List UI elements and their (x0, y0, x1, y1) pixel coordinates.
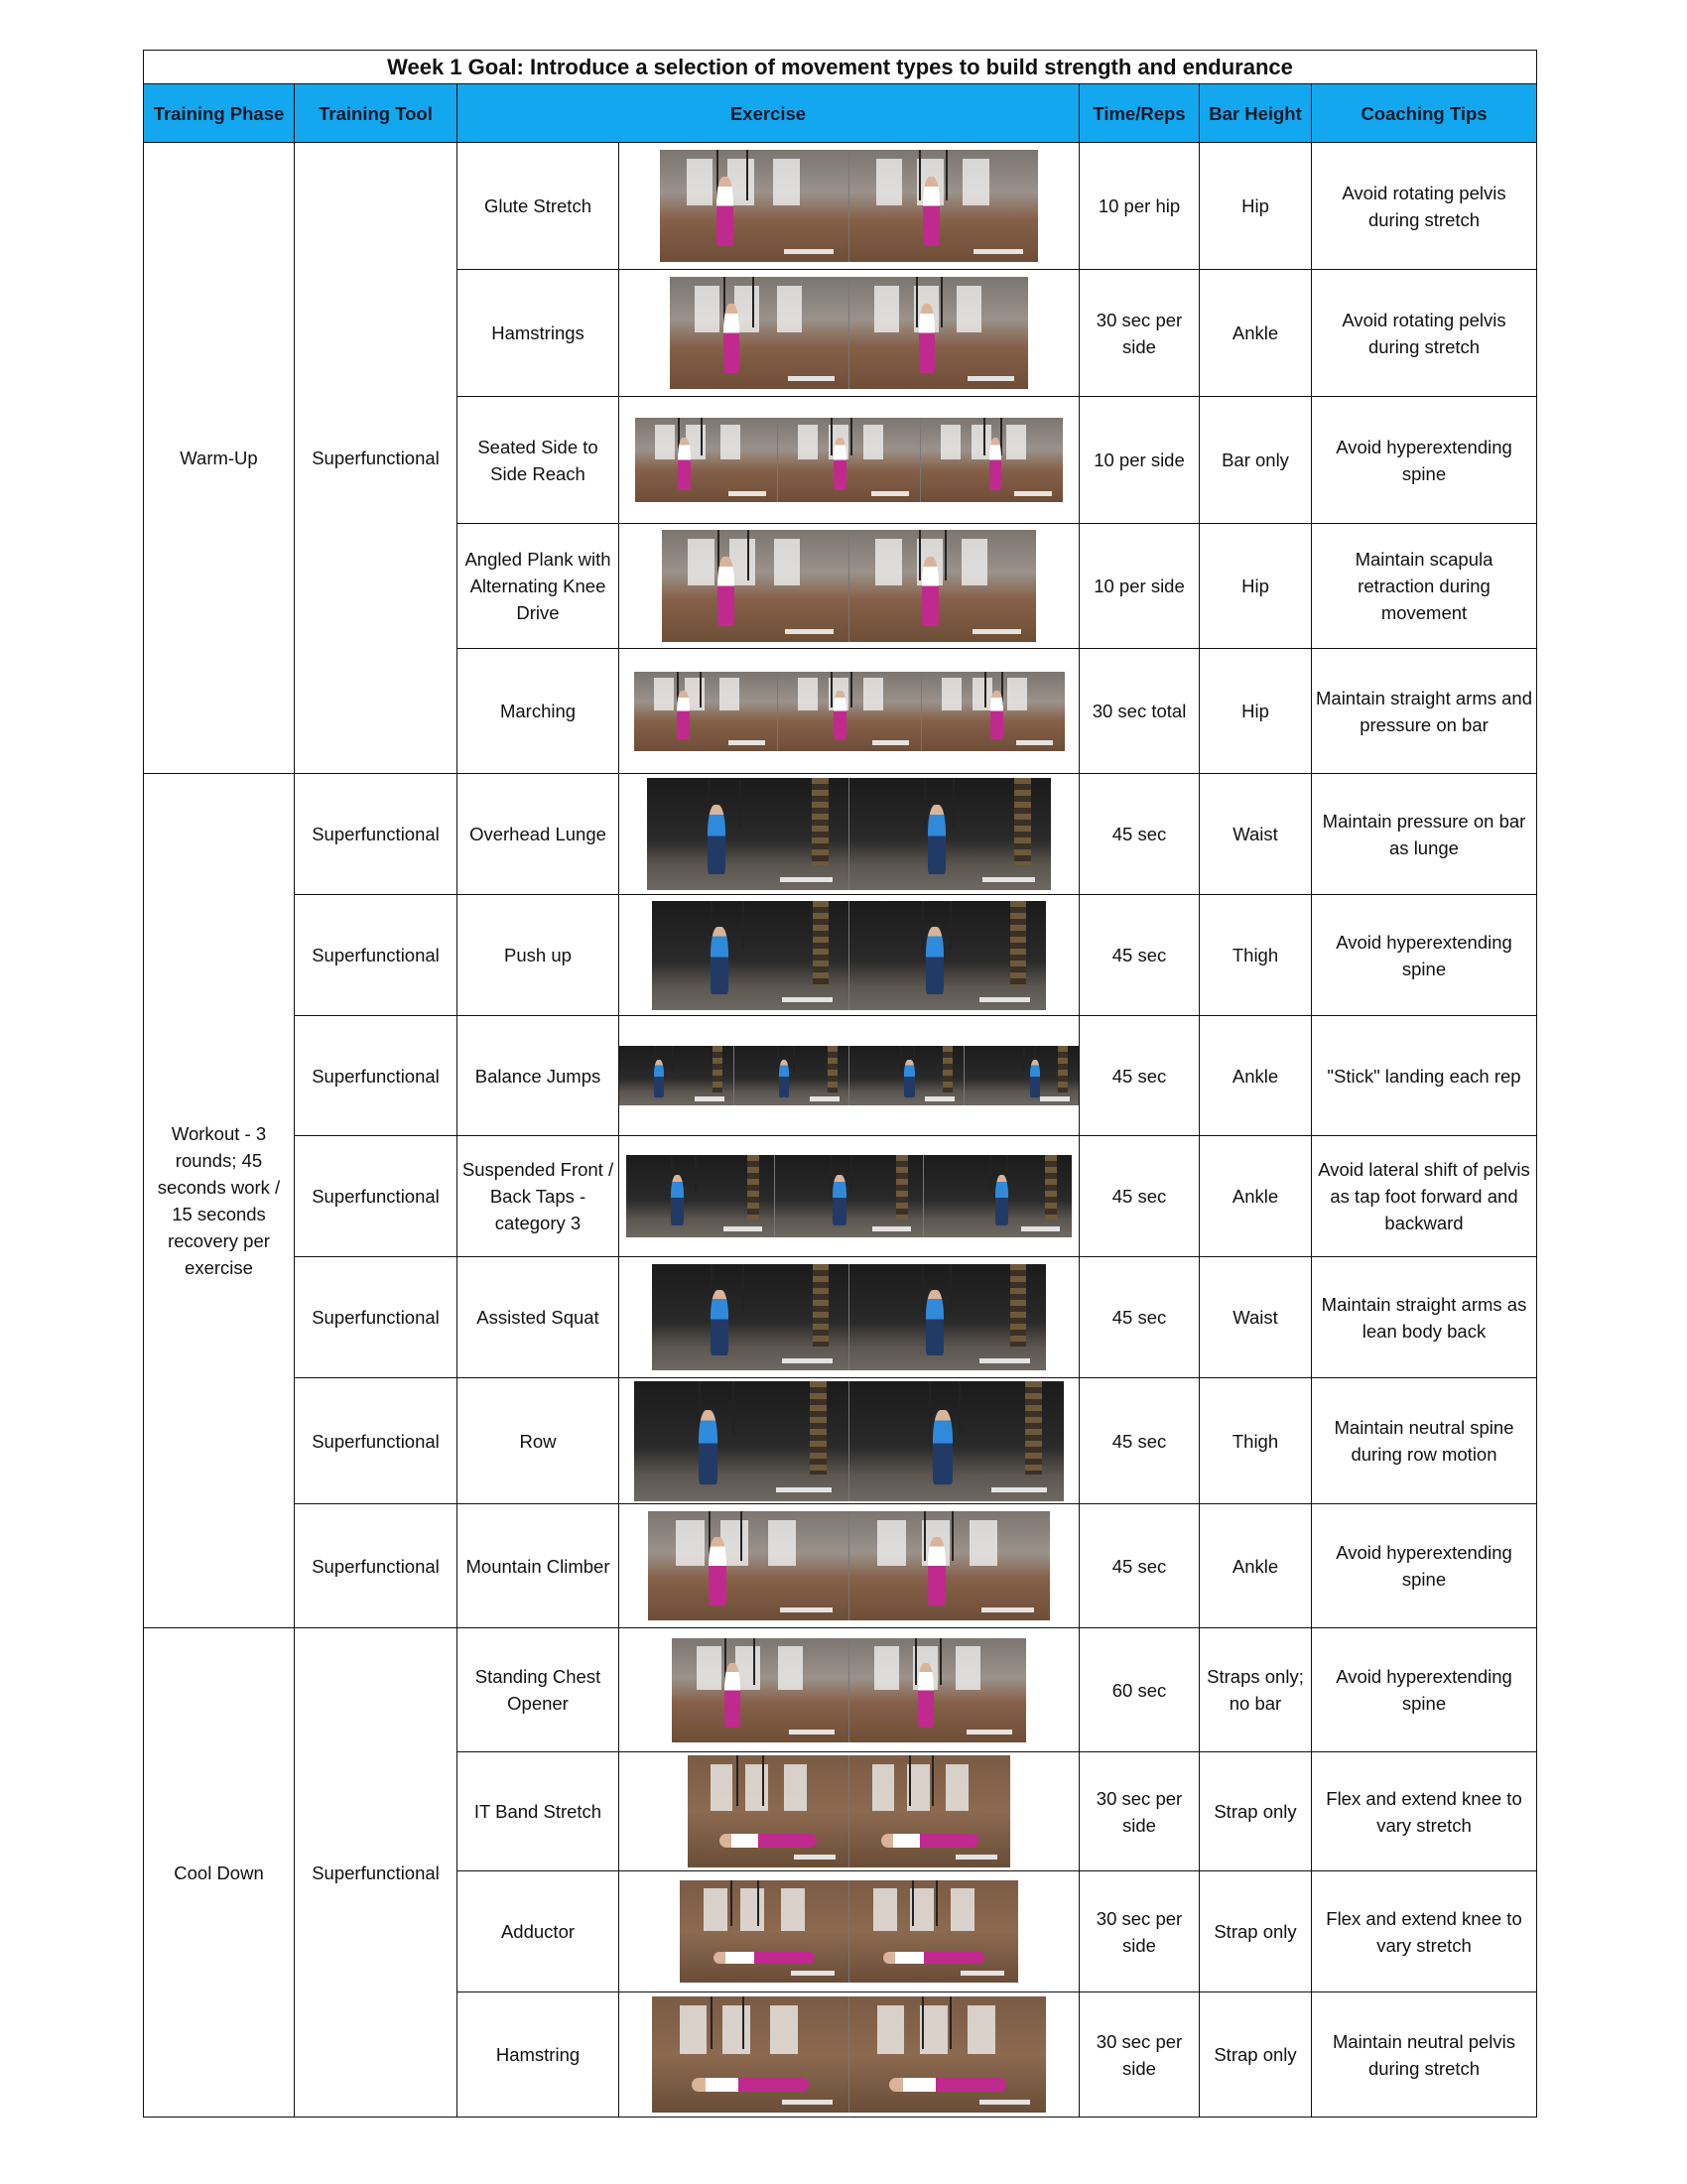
exercise-photo (660, 150, 849, 262)
bar-height: Waist (1200, 1257, 1312, 1378)
exercise-photo (680, 1880, 849, 1983)
time-reps: 45 sec (1080, 1378, 1200, 1504)
time-reps: 30 sec per side (1080, 1992, 1200, 2118)
coaching-tip: Avoid hyperextending spine (1312, 397, 1537, 524)
coaching-tip: Maintain neutral spine during row motion (1312, 1378, 1537, 1504)
exercise-name: Push up (457, 895, 619, 1016)
table-row (144, 1016, 1537, 1136)
exercise-photos (619, 1992, 1080, 2118)
exercise-photo (849, 1046, 965, 1105)
exercise-name: Seated Side to Side Reach (457, 397, 619, 524)
time-reps: 30 sec per side (1080, 270, 1200, 397)
exercise-photo (648, 1511, 849, 1620)
tool-cell: Superfunctional (295, 1016, 457, 1136)
bar-height: Strap only (1200, 1992, 1312, 2118)
time-reps: 45 sec (1080, 1136, 1200, 1257)
exercise-photo (849, 1880, 1018, 1983)
exercise-photos (619, 649, 1080, 774)
coaching-tip: Maintain straight arms and pressure on bar (1312, 649, 1537, 774)
tool-cell: Superfunctional (295, 1136, 457, 1257)
header-coaching-tips: Coaching Tips (1312, 84, 1537, 143)
exercise-photo (619, 1046, 734, 1105)
exercise-photos (619, 1016, 1080, 1136)
exercise-photo (922, 672, 1065, 751)
exercise-name: Row (457, 1378, 619, 1504)
coaching-tip: Avoid hyperextending spine (1312, 1628, 1537, 1752)
header-training-tool: Training Tool (295, 84, 457, 143)
bar-height: Thigh (1200, 895, 1312, 1016)
exercise-name: Balance Jumps (457, 1016, 619, 1136)
workout-plan-table (143, 50, 1537, 2118)
exercise-photo (849, 1381, 1064, 1501)
exercise-name: IT Band Stretch (457, 1752, 619, 1871)
coaching-tip: Maintain straight arms as lean body back (1312, 1257, 1537, 1378)
coaching-tip: Avoid rotating pelvis during stretch (1312, 270, 1537, 397)
tool-cell: Superfunctional (295, 1378, 457, 1504)
exercise-name: Angled Plank with Alternating Knee Drive (457, 524, 619, 649)
phase-cell-warmup: Warm-Up (144, 143, 295, 774)
table-row (144, 1504, 1537, 1628)
time-reps: 45 sec (1080, 1016, 1200, 1136)
bar-height: Strap only (1200, 1752, 1312, 1871)
exercise-name: Hamstring (457, 1992, 619, 2118)
tool-cell: Superfunctional (295, 143, 457, 774)
coaching-tip: Maintain neutral pelvis during stretch (1312, 1992, 1537, 2118)
exercise-photos (619, 1752, 1080, 1871)
bar-height: Ankle (1200, 1016, 1312, 1136)
exercise-photo (672, 1638, 849, 1742)
exercise-photo (849, 1755, 1010, 1867)
time-reps: 45 sec (1080, 774, 1200, 895)
exercise-photos (619, 524, 1080, 649)
exercise-photos (619, 1378, 1080, 1504)
exercise-photo (662, 530, 849, 642)
exercise-photo (849, 1264, 1046, 1370)
exercise-photo (734, 1046, 849, 1105)
bar-height: Waist (1200, 774, 1312, 895)
exercise-photos (619, 143, 1080, 270)
coaching-tip: Flex and extend knee to vary stretch (1312, 1871, 1537, 1992)
time-reps: 45 sec (1080, 1257, 1200, 1378)
exercise-photos (619, 895, 1080, 1016)
exercise-photo (849, 901, 1046, 1010)
exercise-name: Adductor (457, 1871, 619, 1992)
coaching-tip: Flex and extend knee to vary stretch (1312, 1752, 1537, 1871)
header-training-phase: Training Phase (144, 84, 295, 143)
time-reps: 45 sec (1080, 1504, 1200, 1628)
bar-height: Hip (1200, 649, 1312, 774)
exercise-photo (849, 530, 1036, 642)
exercise-photo (688, 1755, 849, 1867)
bar-height: Bar only (1200, 397, 1312, 524)
exercise-name: Marching (457, 649, 619, 774)
table-row (144, 774, 1537, 895)
bar-height: Ankle (1200, 270, 1312, 397)
coaching-tip: Maintain pressure on bar as lunge (1312, 774, 1537, 895)
exercise-name: Overhead Lunge (457, 774, 619, 895)
exercise-name: Mountain Climber (457, 1504, 619, 1628)
header-bar-height: Bar Height (1200, 84, 1312, 143)
time-reps: 10 per side (1080, 397, 1200, 524)
time-reps: 30 sec per side (1080, 1752, 1200, 1871)
time-reps: 10 per side (1080, 524, 1200, 649)
exercise-photos (619, 397, 1080, 524)
exercise-name: Glute Stretch (457, 143, 619, 270)
exercise-photo (626, 1155, 775, 1237)
exercise-photo (778, 672, 922, 751)
tool-cell: Superfunctional (295, 895, 457, 1016)
table-row (144, 1378, 1537, 1504)
exercise-photos (619, 1628, 1080, 1752)
exercise-name: Assisted Squat (457, 1257, 619, 1378)
exercise-photo (647, 778, 849, 890)
time-reps: 45 sec (1080, 895, 1200, 1016)
exercise-photo (775, 1155, 924, 1237)
time-reps: 60 sec (1080, 1628, 1200, 1752)
exercise-photo (670, 277, 849, 389)
exercise-photo (652, 1996, 849, 2113)
exercise-photo (635, 418, 778, 502)
header-exercise: Exercise (457, 84, 1080, 143)
tool-cell: Superfunctional (295, 774, 457, 895)
bar-height: Strap only (1200, 1871, 1312, 1992)
exercise-rows (144, 143, 1537, 2118)
table-row (144, 143, 1537, 270)
exercise-photos (619, 1871, 1080, 1992)
exercise-photos (619, 270, 1080, 397)
coaching-tip: "Stick" landing each rep (1312, 1016, 1537, 1136)
coaching-tip: Avoid hyperextending spine (1312, 1504, 1537, 1628)
exercise-photo (924, 1155, 1072, 1237)
bar-height: Ankle (1200, 1504, 1312, 1628)
time-reps: 10 per hip (1080, 143, 1200, 270)
exercise-name: Suspended Front / Back Taps - category 3 (457, 1136, 619, 1257)
exercise-photo (849, 1638, 1026, 1742)
exercise-photo (634, 1381, 849, 1501)
exercise-photo (921, 418, 1063, 502)
bar-height: Thigh (1200, 1378, 1312, 1504)
coaching-tip: Avoid lateral shift of pelvis as tap foot forward and backward (1312, 1136, 1537, 1257)
page-title: Week 1 Goal: Introduce a selection of movement types to build strength and endurance (144, 51, 1537, 84)
exercise-photos (619, 1504, 1080, 1628)
table-row (144, 1257, 1537, 1378)
exercise-name: Standing Chest Opener (457, 1628, 619, 1752)
table-row (144, 895, 1537, 1016)
phase-cell-workout: Workout - 3 rounds; 45 seconds work / 15 seconds recovery per exercise (144, 774, 295, 1628)
exercise-photo (849, 1511, 1050, 1620)
tool-cell: Superfunctional (295, 1628, 457, 2118)
time-reps: 30 sec per side (1080, 1871, 1200, 1992)
bar-height: Hip (1200, 143, 1312, 270)
tool-cell: Superfunctional (295, 1257, 457, 1378)
coaching-tip: Avoid rotating pelvis during stretch (1312, 143, 1537, 270)
exercise-photo (652, 1264, 849, 1370)
coaching-tip: Avoid hyperextending spine (1312, 895, 1537, 1016)
coaching-tip: Maintain scapula retraction during movement (1312, 524, 1537, 649)
bar-height: Straps only; no bar (1200, 1628, 1312, 1752)
exercise-photo (778, 418, 921, 502)
exercise-photo (849, 1996, 1046, 2113)
exercise-photo (849, 778, 1051, 890)
exercise-photo (652, 901, 849, 1010)
exercise-photos (619, 1257, 1080, 1378)
table-row (144, 1628, 1537, 1752)
header-time-reps: Time/Reps (1080, 84, 1200, 143)
bar-height: Ankle (1200, 1136, 1312, 1257)
exercise-photo (849, 277, 1028, 389)
exercise-photo (965, 1046, 1079, 1105)
time-reps: 30 sec total (1080, 649, 1200, 774)
phase-cell-cooldown: Cool Down (144, 1628, 295, 2118)
tool-cell: Superfunctional (295, 1504, 457, 1628)
exercise-photo (849, 150, 1038, 262)
exercise-photo (634, 672, 778, 751)
exercise-photos (619, 774, 1080, 895)
bar-height: Hip (1200, 524, 1312, 649)
exercise-photos (619, 1136, 1080, 1257)
exercise-name: Hamstrings (457, 270, 619, 397)
table-row (144, 1136, 1537, 1257)
